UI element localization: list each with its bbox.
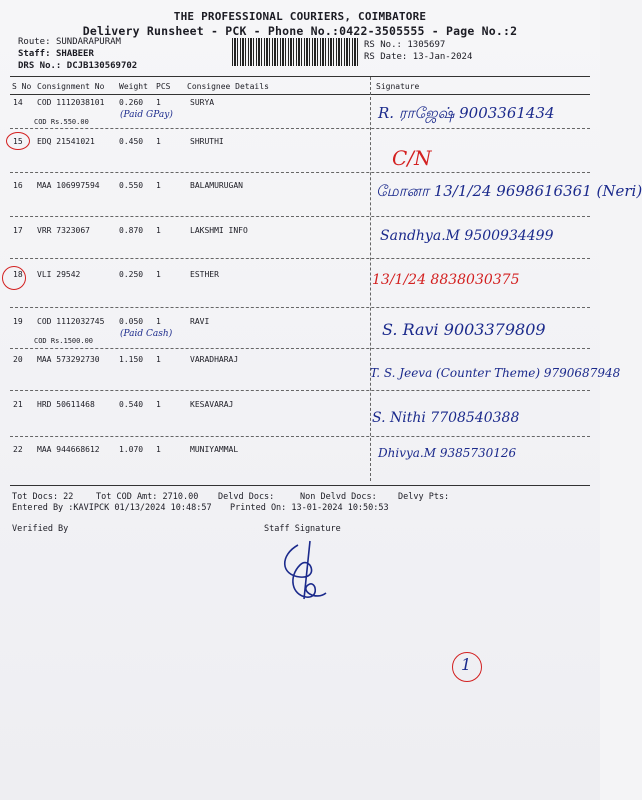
row-14-payment-note: (Paid GPay)	[120, 110, 173, 120]
row-15-wt: 0.450	[119, 137, 144, 146]
row-18-pcs: 1	[156, 270, 161, 279]
row-separator	[10, 390, 590, 391]
route-value: SUNDARAPURAM	[55, 37, 121, 47]
printed-on: Printed On: 13-01-2024 10:50:53	[230, 503, 389, 513]
row-17-pcs: 1	[156, 226, 161, 235]
route-line	[18, 37, 121, 47]
delvy-pts: Delvy Pts:	[398, 492, 450, 502]
row-20-name: VARADHARAJ	[190, 355, 239, 364]
row-19-payment-note: (Paid Cash)	[120, 329, 173, 339]
row-22-wt: 1.070	[119, 445, 144, 454]
row-22-sno: 22	[13, 445, 23, 454]
row-16-wt: 0.550	[119, 181, 144, 190]
row-19-cn: COD 1112032745	[37, 317, 105, 326]
signature-row-17: Sandhya.M 9500934499	[380, 228, 554, 244]
red-circle-row-18	[2, 266, 26, 290]
col-pcs: PCS	[156, 82, 171, 91]
page-mark-number: 1	[461, 655, 472, 674]
company-title: THE PROFESSIONAL COURIERS, COIMBATORE	[173, 10, 427, 23]
red-circle-row-15	[6, 132, 30, 150]
row-separator	[10, 128, 590, 129]
signature-divider	[370, 77, 371, 481]
row-21-sno: 21	[13, 400, 23, 409]
rs-date-line	[364, 52, 472, 62]
row-17-wt: 0.870	[119, 226, 144, 235]
signature-row-15: C/N	[392, 146, 432, 170]
row-14-name: SURYA	[190, 98, 215, 107]
row-separator	[10, 348, 590, 349]
row-16-name: BALAMURUGAN	[190, 181, 243, 190]
signature-row-19: S. Ravi 9003379809	[382, 320, 546, 339]
col-sno: S No	[12, 82, 32, 91]
row-21-name: KESAVARAJ	[190, 400, 234, 409]
row-separator	[10, 216, 590, 217]
row-separator	[10, 172, 590, 173]
signature-row-16: மோனா 13/1/24 9698616361 (Neri)	[376, 182, 642, 200]
row-15-name: SHRUTHI	[190, 137, 224, 146]
row-17-sno: 17	[13, 226, 23, 235]
row-15-cn: EDQ 21541021	[37, 137, 95, 146]
row-15-sno: 15	[13, 137, 23, 146]
table-bottom-rule	[10, 485, 590, 486]
drs-value: DCJB130569702	[66, 61, 138, 71]
row-17-name: LAKSHMI INFO	[190, 226, 248, 235]
row-18-sno: 18	[13, 270, 23, 279]
row-20-wt: 1.150	[119, 355, 144, 364]
row-20-cn: MAA 573292730	[37, 355, 100, 364]
col-signature: Signature	[376, 82, 420, 91]
col-consignee: Consignee Details	[187, 82, 269, 91]
row-separator	[10, 307, 590, 308]
signature-row-18: 13/1/24 8838030375	[372, 272, 520, 288]
barcode	[232, 38, 360, 66]
route-label: Route:	[18, 37, 51, 47]
row-21-pcs: 1	[156, 400, 161, 409]
verified-by: Verified By	[12, 524, 69, 534]
row-21-wt: 0.540	[119, 400, 144, 409]
row-separator	[10, 436, 590, 437]
rs-no-label: RS No.:	[364, 40, 402, 50]
staff-line	[18, 49, 94, 59]
non-delvd-docs: Non Delvd Docs:	[300, 492, 377, 502]
drs-label: DRS No.:	[18, 61, 62, 71]
col-weight: Weight	[119, 82, 148, 91]
rs-date-label: RS Date:	[364, 52, 408, 62]
row-19-name: RAVI	[190, 317, 210, 326]
row-14-sno: 14	[13, 98, 23, 107]
entered-by: Entered By :KAVIPCK 01/13/2024 10:48:57	[12, 503, 212, 513]
staff-signature-scribble	[270, 535, 350, 605]
runsheet-subtitle: Delivery Runsheet - PCK - Phone No.:0422-3505555 - Page No.:2	[82, 24, 518, 38]
row-14-cod-amount: COD Rs.550.00	[34, 118, 89, 126]
row-16-cn: MAA 106997594	[37, 181, 100, 190]
row-18-cn: VLI 29542	[37, 270, 81, 279]
row-20-pcs: 1	[156, 355, 161, 364]
tot-cod: Tot COD Amt: 2710.00	[96, 492, 199, 502]
delvd-docs: Delvd Docs:	[218, 492, 275, 502]
signature-row-14: R. ராஜேஷ் 9003361434	[378, 104, 555, 122]
row-20-sno: 20	[13, 355, 23, 364]
row-16-pcs: 1	[156, 181, 161, 190]
row-18-wt: 0.250	[119, 270, 144, 279]
row-17-cn: VRR 7323067	[37, 226, 90, 235]
row-22-pcs: 1	[156, 445, 161, 454]
row-separator	[10, 258, 590, 259]
row-14-wt: 0.260	[119, 98, 144, 107]
col-consignment: Consignment No	[37, 82, 105, 91]
rs-no-line	[364, 40, 445, 50]
rs-no-value: 1305697	[407, 40, 446, 50]
staff-value: SHABEER	[55, 49, 94, 59]
row-19-cod-amount: COD Rs.1500.00	[34, 337, 94, 345]
row-19-sno: 19	[13, 317, 23, 326]
staff-label: Staff:	[18, 49, 51, 59]
row-22-cn: MAA 944668612	[37, 445, 100, 454]
row-18-name: ESTHER	[190, 270, 219, 279]
signature-row-22: Dhivya.M 9385730126	[378, 446, 517, 460]
rs-date-value: 13-Jan-2024	[412, 52, 473, 62]
row-16-sno: 16	[13, 181, 23, 190]
table-header-rule	[10, 94, 590, 95]
drs-line	[18, 61, 137, 71]
row-22-name: MUNIYAMMAL	[190, 445, 239, 454]
row-19-pcs: 1	[156, 317, 161, 326]
tot-docs: Tot Docs: 22	[12, 492, 74, 502]
row-14-cn: COD 1112038101	[37, 98, 105, 107]
row-19-wt: 0.050	[119, 317, 144, 326]
signature-row-20: T. S. Jeeva (Counter Theme) 9790687948	[370, 366, 621, 380]
row-15-pcs: 1	[156, 137, 161, 146]
signature-row-21: S. Nithi 7708540388	[372, 410, 520, 426]
table-top-rule	[10, 76, 590, 77]
row-21-cn: HRD 50611468	[37, 400, 95, 409]
row-14-pcs: 1	[156, 98, 161, 107]
staff-signature-label: Staff Signature	[264, 524, 341, 534]
